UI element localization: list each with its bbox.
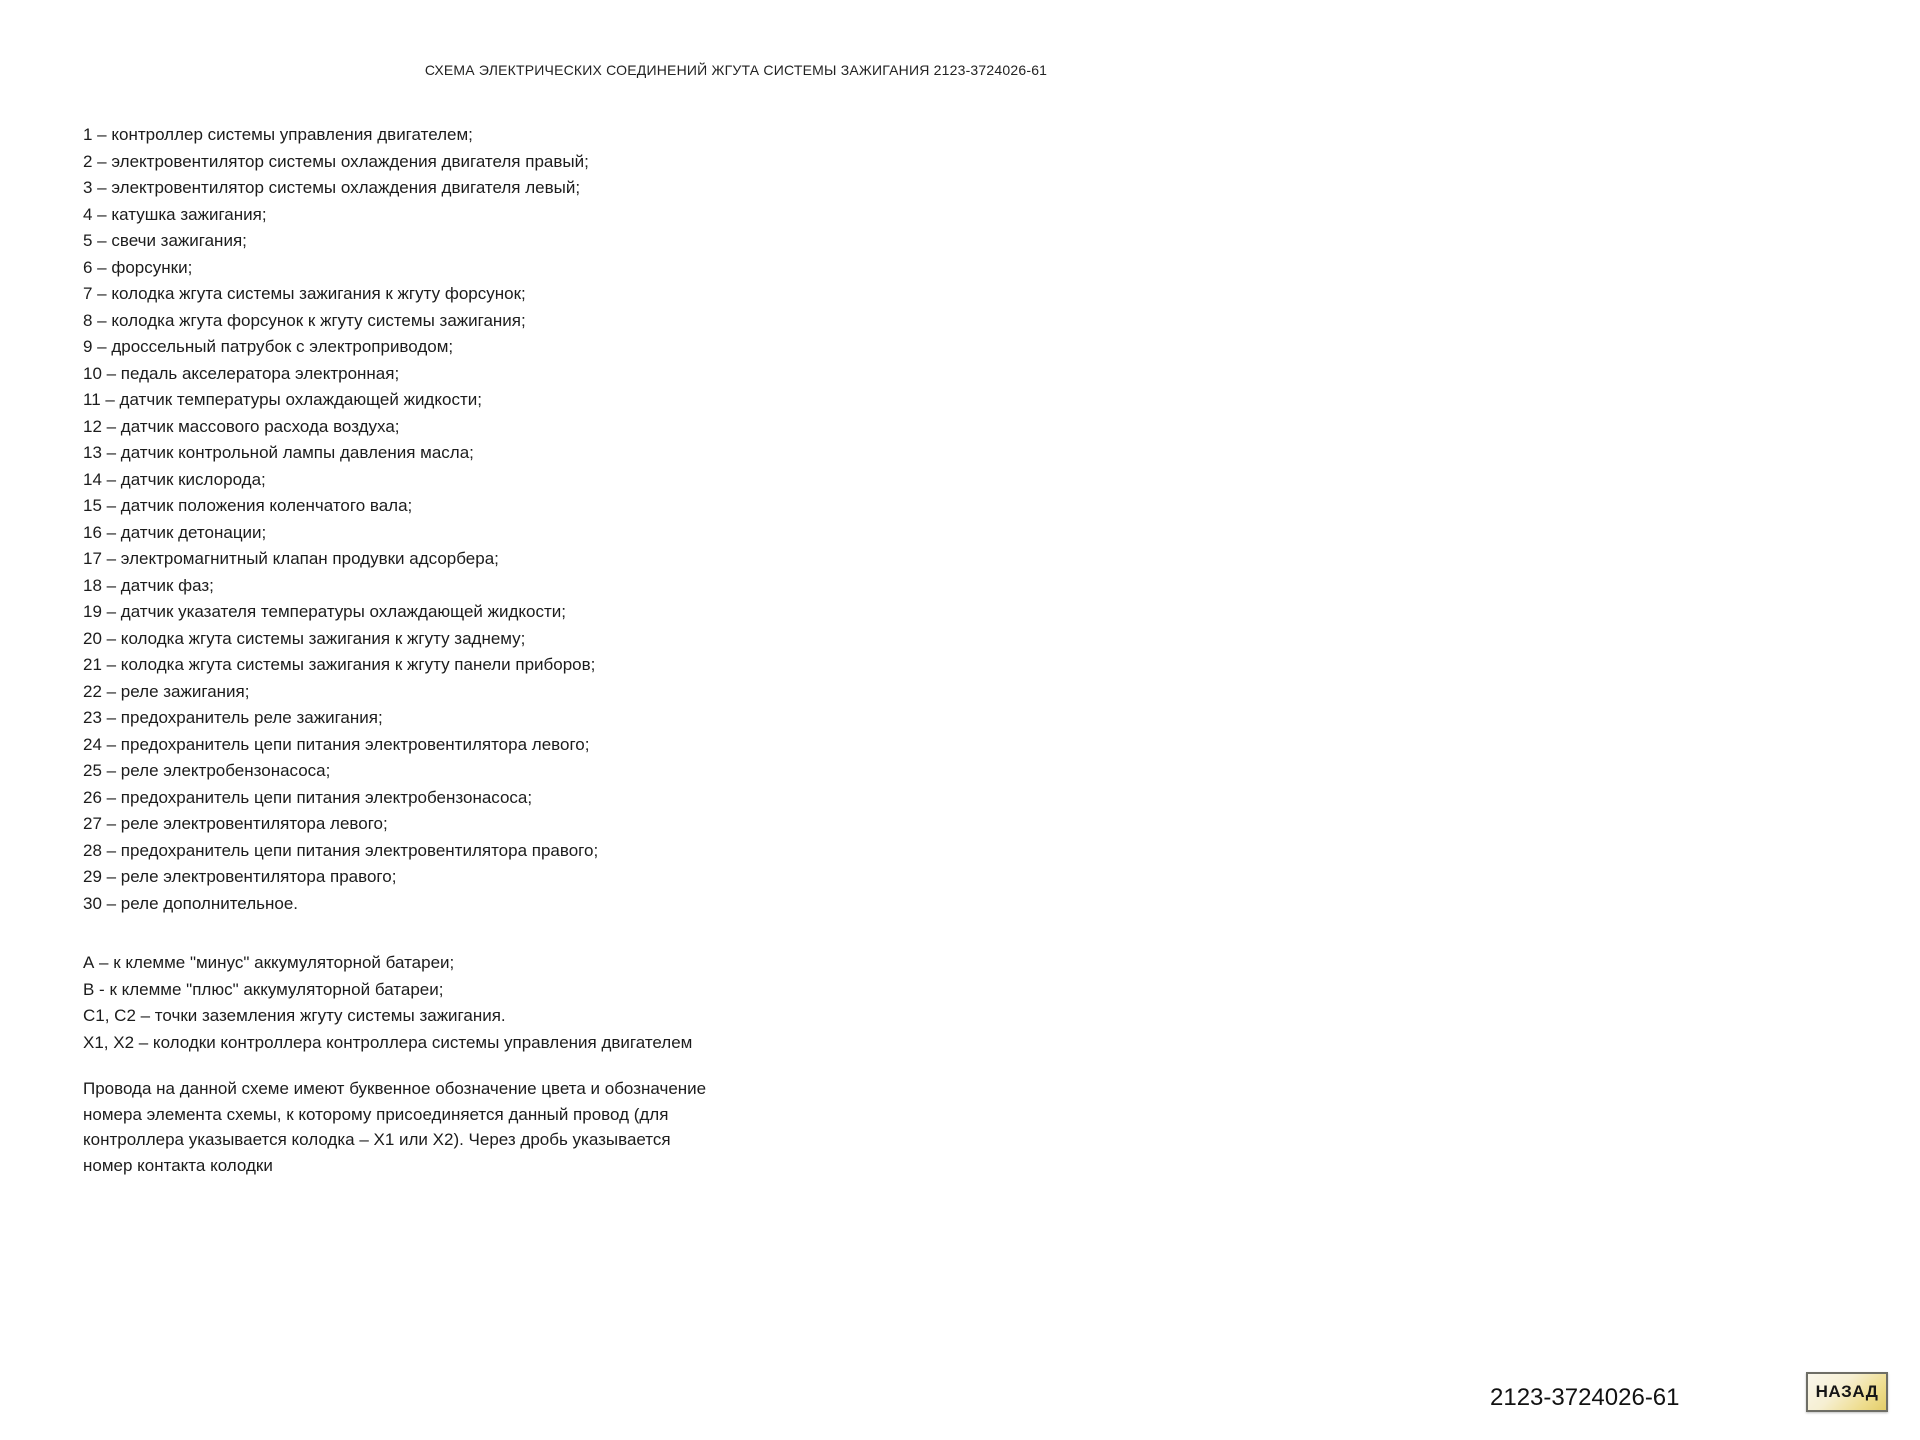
legend-item: 20 – колодка жгута системы зажигания к жгуту заднему; (83, 628, 526, 648)
legend-item: 30 – реле дополнительное. (83, 893, 298, 913)
note-line: номер контакта колодки (83, 1155, 273, 1175)
back-button[interactable]: НАЗАД (1806, 1372, 1888, 1412)
legend-item: 21 – колодка жгута системы зажигания к жгуту панели приборов; (83, 655, 596, 674)
connection-item: А – к клемме "минус" аккумуляторной батареи; (83, 953, 455, 972)
connection-item: В - к клемме "плюс" аккумуляторной батареи; (83, 979, 444, 999)
legend-item: 7 – колодка жгута системы зажигания к жгуту форсунок; (83, 284, 526, 303)
legend-item: 24 – предохранитель цепи питания электровентилятора левого; (83, 734, 590, 754)
legend-item: 26 – предохранитель цепи питания электробензонасоса; (83, 787, 533, 807)
legend-item: 4 – катушка зажигания; (83, 204, 267, 224)
legend-item: 19 – датчик указателя температуры охлаждающей жидкости; (83, 602, 566, 621)
legend-item: 25 – реле электробензонасоса; (83, 761, 331, 780)
connection-item: Х1, Х2 – колодки контроллера контроллера системы управления двигателем (83, 1032, 693, 1052)
legend-item: 14 – датчик кислорода; (83, 469, 266, 489)
page-title: СХЕМА ЭЛЕКТРИЧЕСКИХ СОЕДИНЕНИЙ ЖГУТА СИСТЕМЫ ЗАЖИГАНИЯ 2123-3724026-61 (424, 62, 1048, 78)
legend-item: 1 – контроллер системы управления двигателем; (83, 125, 473, 144)
note-paragraph (83, 1076, 706, 1178)
legend-item: 12 – датчик массового расхода воздуха; (83, 416, 400, 436)
legend-item: 27 – реле электровентилятора левого; (83, 814, 388, 833)
legend-item: 16 – датчик детонации; (83, 522, 267, 542)
legend-item: 11 – датчик температуры охлаждающей жидкости; (83, 390, 482, 409)
legend-item: 10 – педаль акселератора электронная; (83, 363, 400, 383)
legend-item: 29 – реле электровентилятора правого; (83, 867, 397, 886)
legend-item: 17 – электромагнитный клапан продувки адсорбера; (83, 549, 499, 568)
legend-item: 23 – предохранитель реле зажигания; (83, 708, 383, 727)
connection-item: С1, С2 – точки заземления жгуту системы зажигания. (83, 1006, 506, 1025)
legend-item: 28 – предохранитель цепи питания электровентилятора правого; (83, 840, 599, 860)
legend-item: 15 – датчик положения коленчатого вала; (83, 496, 413, 515)
note-line: номера элемента схемы, к которому присоединяется данный провод (для (83, 1104, 669, 1124)
note-line: контроллера указывается колодка – Х1 или Х2). Через дробь указывается (83, 1130, 671, 1149)
legend-item: 2 – электровентилятор системы охлаждения двигателя правый; (83, 151, 589, 171)
legend-item: 9 – дроссельный патрубок с электроприводом; (83, 337, 454, 356)
legend-item: 13 – датчик контрольной лампы давления масла; (83, 443, 474, 462)
legend-item: 18 – датчик фаз; (83, 575, 214, 595)
legend-item: 8 – колодка жгута форсунок к жгуту системы зажигания; (83, 310, 526, 330)
legend-list (83, 122, 598, 917)
legend-item: 5 – свечи зажигания; (83, 231, 247, 250)
legend-item: 22 – реле зажигания; (83, 681, 250, 701)
legend-item: 6 – форсунки; (83, 257, 193, 277)
note-line: Провода на данной схеме имеют буквенное обозначение цвета и обозначение (83, 1079, 707, 1098)
connections-list (83, 950, 692, 1056)
part-number: 2123-3724026-61 (1490, 1384, 1680, 1411)
legend-item: 3 – электровентилятор системы охлаждения двигателя левый; (83, 178, 581, 197)
